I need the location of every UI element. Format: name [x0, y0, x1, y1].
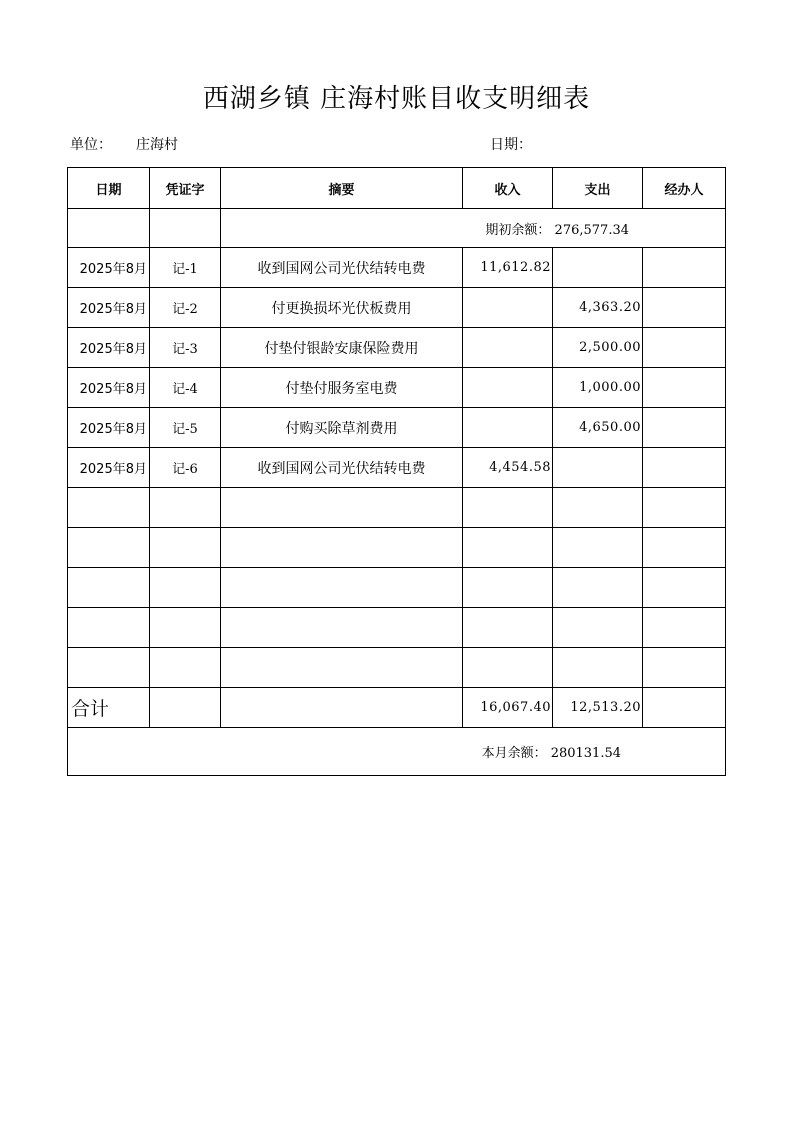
row-income [463, 368, 553, 408]
row-voucher: 记-1 [150, 248, 221, 288]
empty-cell [643, 488, 726, 528]
row-voucher: 记-5 [150, 408, 221, 448]
empty-cell [221, 528, 463, 568]
empty-cell [68, 648, 150, 688]
row-date: 2025年8月 [68, 408, 150, 448]
empty-cell [463, 608, 553, 648]
empty-cell [553, 648, 643, 688]
empty-cell [150, 528, 221, 568]
empty-cell [221, 488, 463, 528]
closing-balance-row [68, 728, 726, 776]
empty-cell [643, 528, 726, 568]
empty-cell [68, 209, 150, 248]
empty-cell [150, 688, 221, 728]
empty-cell [221, 568, 463, 608]
row-date: 2025年8月 [68, 448, 150, 488]
row-date: 2025年8月 [68, 288, 150, 328]
empty-cell [150, 608, 221, 648]
empty-cell [643, 568, 726, 608]
empty-cell [643, 648, 726, 688]
row-income [463, 408, 553, 448]
row-handler [643, 248, 726, 288]
empty-cell [463, 568, 553, 608]
empty-cell [553, 568, 643, 608]
row-summary: 付垫付服务室电费 [221, 368, 463, 408]
empty-cell [221, 608, 463, 648]
row-income: 11,612.82 [463, 248, 553, 288]
empty-cell [643, 608, 726, 648]
page-title: 西湖乡镇 庄海村账目收支明细表 [202, 84, 591, 114]
row-handler [643, 448, 726, 488]
row-voucher: 记-3 [150, 328, 221, 368]
ledger-table [67, 167, 726, 776]
row-date: 2025年8月 [68, 248, 150, 288]
table-row [68, 448, 726, 488]
row-summary: 收到国网公司光伏结转电费 [221, 448, 463, 488]
header-handler: 经办人 [643, 168, 726, 209]
unit-value: 庄海村 [136, 137, 178, 153]
row-voucher: 记-6 [150, 448, 221, 488]
table-row [68, 288, 726, 328]
table-row [68, 408, 726, 448]
empty-cell [553, 608, 643, 648]
table-row [68, 328, 726, 368]
empty-cell [463, 648, 553, 688]
row-handler [643, 288, 726, 328]
row-expense: 1,000.00 [553, 368, 643, 408]
header-voucher: 凭证字 [150, 168, 221, 209]
empty-row [68, 608, 726, 648]
header-summary: 摘要 [221, 168, 463, 209]
row-voucher: 记-4 [150, 368, 221, 408]
empty-row [68, 528, 726, 568]
row-voucher: 记-2 [150, 288, 221, 328]
empty-cell [150, 648, 221, 688]
empty-cell [150, 209, 221, 248]
row-summary: 付更换损坏光伏板费用 [221, 288, 463, 328]
opening-balance: 期初余额： 276,577.34 [221, 209, 726, 248]
empty-row [68, 488, 726, 528]
row-income [463, 328, 553, 368]
empty-cell [221, 648, 463, 688]
empty-cell [553, 488, 643, 528]
total-expense: 12,513.20 [553, 688, 643, 728]
row-handler [643, 408, 726, 448]
row-expense: 4,363.20 [553, 288, 643, 328]
empty-cell [150, 488, 221, 528]
total-income: 16,067.40 [463, 688, 553, 728]
header-row [68, 168, 726, 209]
row-income [463, 288, 553, 328]
empty-cell [463, 528, 553, 568]
unit-label: 单位： [70, 137, 112, 153]
row-date: 2025年8月 [68, 368, 150, 408]
row-handler [643, 328, 726, 368]
empty-cell [643, 688, 726, 728]
row-summary: 付垫付银龄安康保险费用 [221, 328, 463, 368]
table-row [68, 248, 726, 288]
empty-cell [221, 688, 463, 728]
row-handler [643, 368, 726, 408]
empty-row [68, 568, 726, 608]
row-date: 2025年8月 [68, 328, 150, 368]
empty-cell [68, 568, 150, 608]
table-row [68, 368, 726, 408]
empty-cell [68, 528, 150, 568]
total-row [68, 688, 726, 728]
row-expense [553, 448, 643, 488]
header-expense: 支出 [553, 168, 643, 209]
row-expense: 2,500.00 [553, 328, 643, 368]
date-label: 日期： [490, 137, 532, 153]
row-expense: 4,650.00 [553, 408, 643, 448]
header-date: 日期 [68, 168, 150, 209]
row-expense [553, 248, 643, 288]
empty-cell [553, 528, 643, 568]
row-summary: 收到国网公司光伏结转电费 [221, 248, 463, 288]
empty-cell [463, 488, 553, 528]
total-label: 合计 [68, 688, 150, 728]
empty-cell [150, 568, 221, 608]
empty-cell [68, 488, 150, 528]
empty-cell [68, 608, 150, 648]
row-summary: 付购买除草剂费用 [221, 408, 463, 448]
empty-row [68, 648, 726, 688]
closing-balance: 本月余额： 280131.54 [68, 728, 726, 776]
header-income: 收入 [463, 168, 553, 209]
opening-balance-row [68, 209, 726, 248]
row-income: 4,454.58 [463, 448, 553, 488]
